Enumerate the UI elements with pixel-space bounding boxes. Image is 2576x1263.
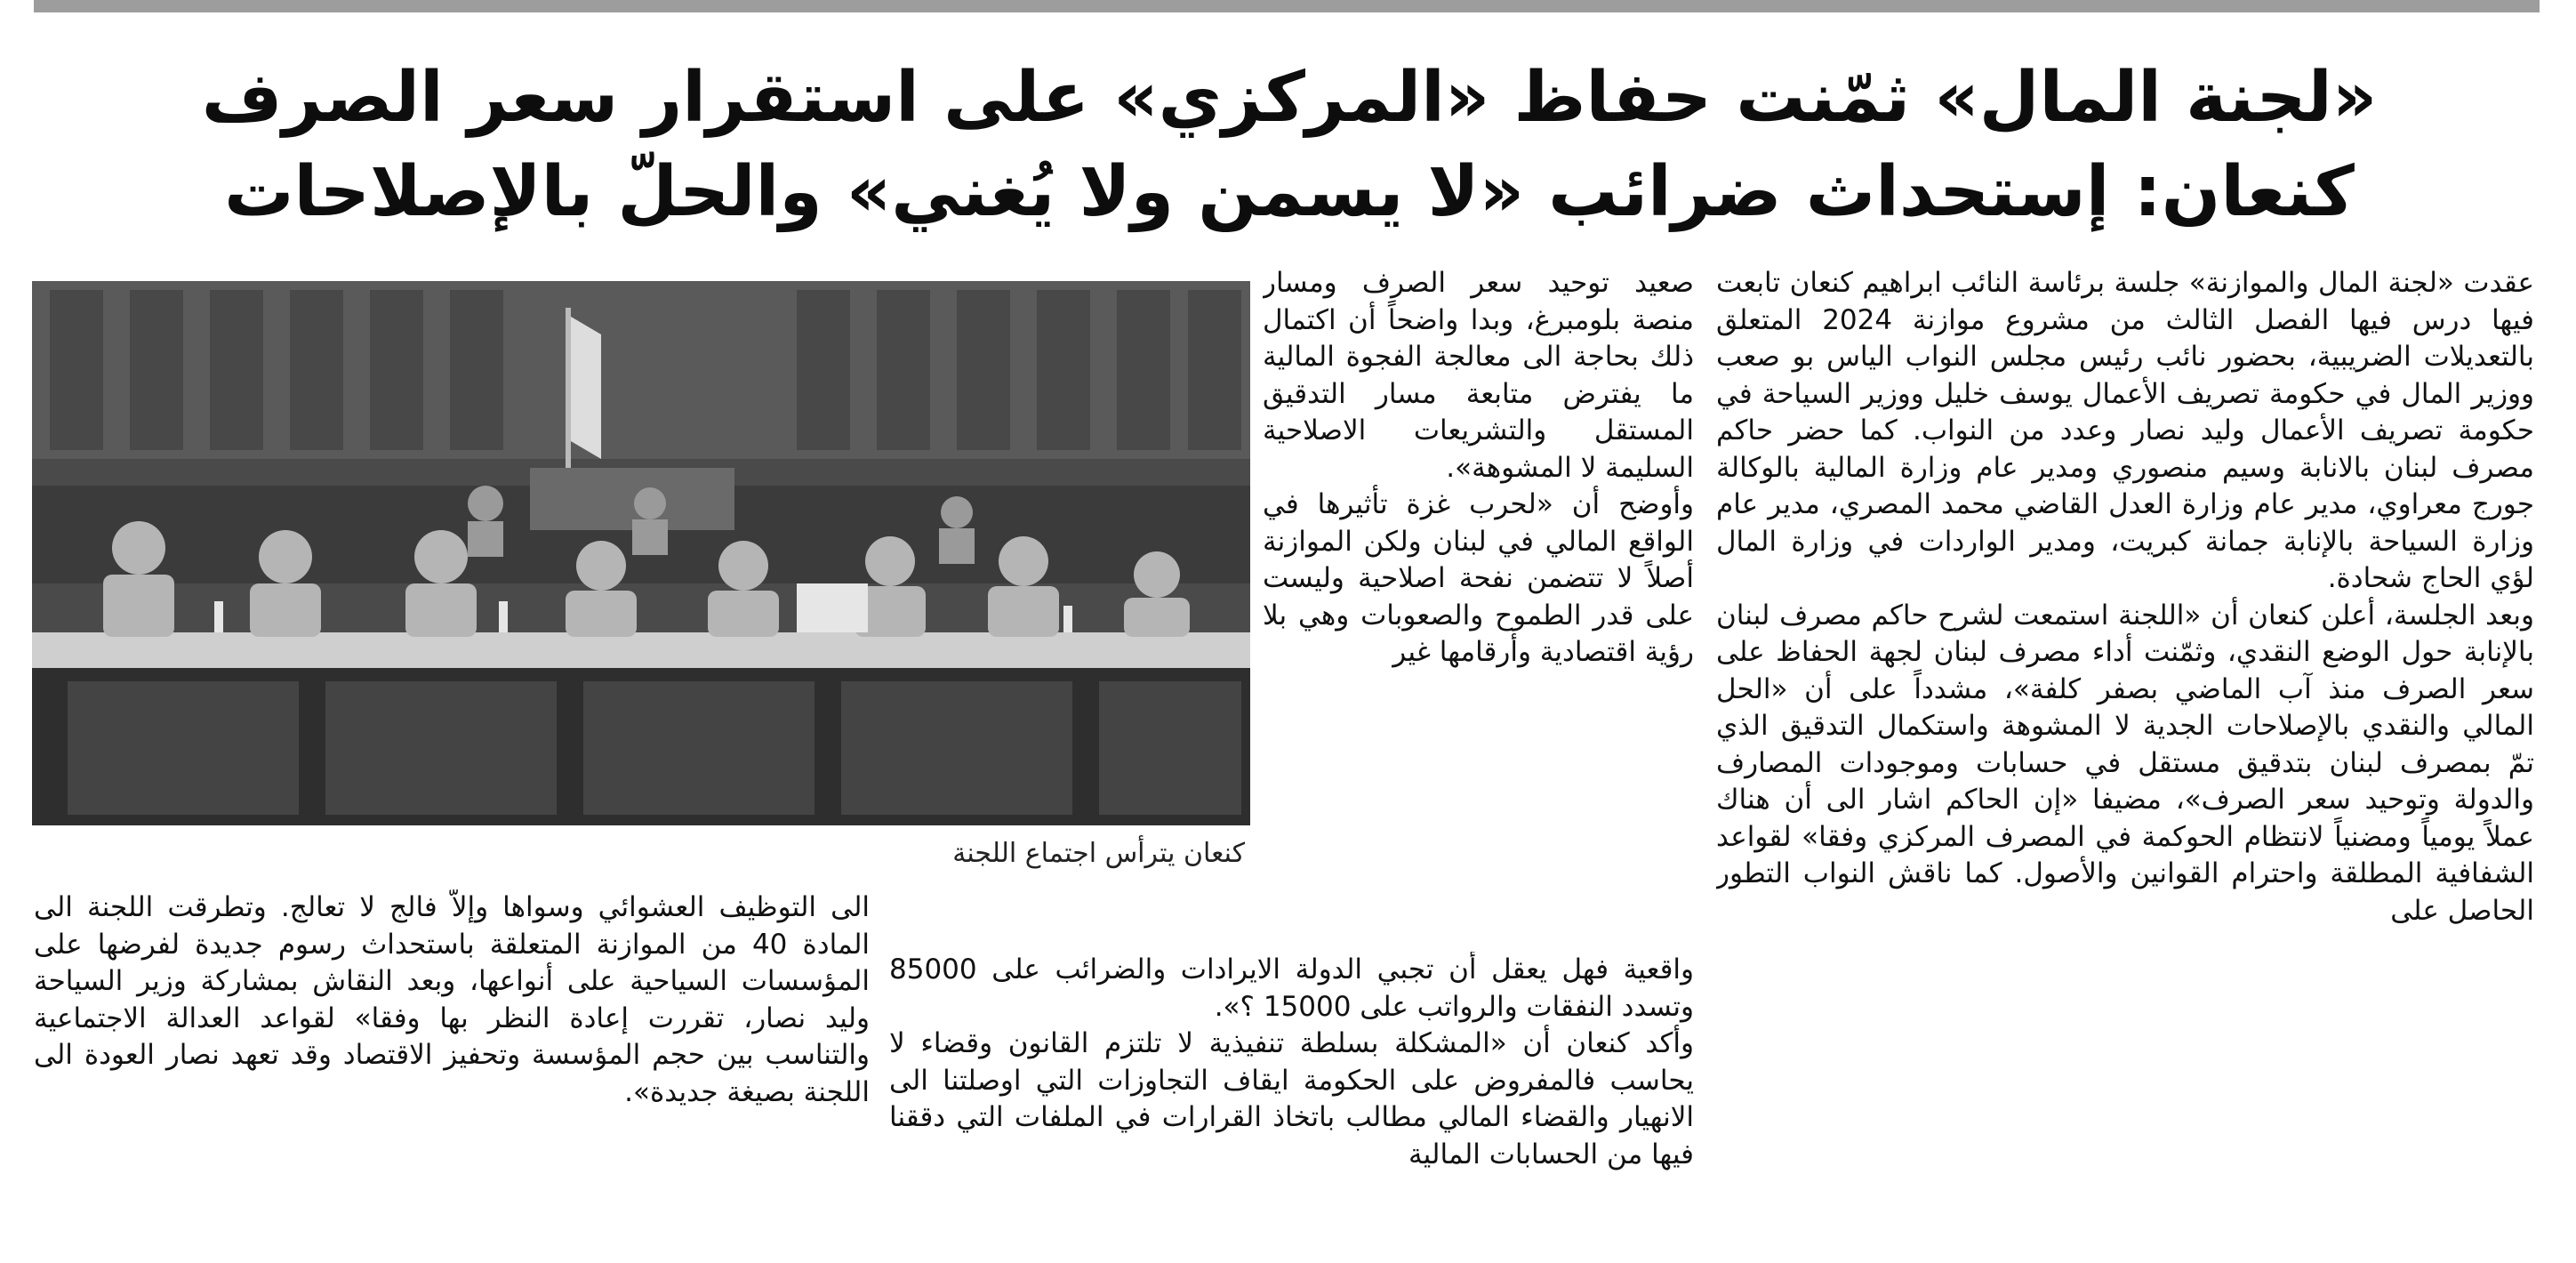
paragraph: واقعية فهل يعقل أن تجبي الدولة الايرادات والضرائب على 85000 وتسدد النفقات والرواتب على 15000 ؟».	[889, 953, 1694, 1023]
photo-caption: كنعان يترأس اجتماع اللجنة	[952, 838, 1245, 869]
paragraph: صعيد توحيد سعر الصرف ومسار منصة بلومبرغ، وبدا واضحاً أن اكتمال ذلك بحاجة الى معالجة الفجوة المالية ما يفترض متابعة مسار التدقيق المستقل والتشريعات الاصلاحية السليمة لا المشوهة».	[1263, 267, 1694, 484]
article-column-right	[1716, 265, 2534, 1251]
headline-line-1: «لجنة المال» ثمّنت حفاظ «المركزي» على استقرار سعر الصرف	[201, 58, 2378, 138]
paragraph: وأكد كنعان أن «المشكلة بسلطة تنفيذية لا تلتزم القانون وقضاء لا يحاسب فالمفروض على الحكومة ايقاف التجاوزات التي اوصلتنا الى الانهيار والقضاء المالي مطالب باتخاذ القرارات في الملفات التي دققنا فيها من الحسابات المالية	[889, 1027, 1694, 1170]
committee-meeting-photo	[32, 281, 1250, 825]
article-column-lower-left	[34, 889, 870, 1254]
paragraph: وأوضح أن «لحرب غزة تأثيرها في الواقع المالي في لبنان ولكن الموازنة أصلاً لا تتضمن نفحة اصلاحية وليست على قدر الطموح والصعوبات وهي بلا رؤية اقتصادية وأرقامها غير	[1263, 488, 1694, 668]
meeting-photo-illustration	[32, 281, 1250, 825]
article-column-middle	[1263, 265, 1694, 941]
paragraph: الى التوظيف العشوائي وسواها وإلاّ فالج لا تعالج. وتطرقت اللجنة الى المادة 40 من الموازنة المتعلقة باستحداث رسوم جديدة لفرضها على المؤسسات السياحية على أنواعها، وبعد النقاش بمشاركة وزير السياحة وليد نصار، تقررت إعادة النظر بها وفقا» لقواعد العدالة الاجتماعية والتناسب بين حجم المؤسسة وتحفيز الاقتصاد وقد تعهد نصار العودة الى اللجنة بصيغة جديدة».	[34, 891, 870, 1108]
article-column-lower-middle	[889, 952, 1694, 1254]
paragraph: عقدت «لجنة المال والموازنة» جلسة برئاسة النائب ابراهيم كنعان تابعت فيها درس فيها الفصل الثالث من مشروع موازنة 2024 المتعلق بالتعديلات الضريبية، بحضور نائب رئيس مجلس النواب الياس بو صعب ووزير المال في حكومة تصريف الأعمال يوسف خليل ووزير السياحة في حكومة تصريف الأعمال وليد نصار وعدد من النواب. كما حضر حاكم مصرف لبنان بالانابة وسيم منصوري ومدير عام وزارة المالية بالوكالة جورج معراوي، مدير عام وزارة العدل القاضي محمد المصري، مدير عام وزارة السياحة بالإنابة جمانة كبريت، ومدير الواردات في وزارة المال لؤي الحاج شحادة.	[1716, 267, 2534, 594]
headline-line-2: كنعان: إستحداث ضرائب «لا يسمن ولا يُغني» والحلّ بالإصلاحات	[224, 152, 2355, 232]
paragraph: وبعد الجلسة، أعلن كنعان أن «اللجنة استمعت لشرح حاكم مصرف لبنان بالإنابة حول الوضع النقدي، وثمّنت أداء مصرف لبنان لجهة الحفاظ على سعر الصرف منذ آب الماضي بصفر كلفة»، مشدداً على أن «الحل المالي والنقدي بالإصلاحات الجدية لا المشوهة واستكمال التدقيق الذي تمّ بمصرف لبنان بتدقيق مستقل في حسابات وموجودات المصارف والدولة وتوحيد سعر الصرف»، مضيفا «إن الحاكم اشار الى أن هناك عملاً يومياً ومضنياً لانتظام الحوكمة في المصرف المركزي وفقا» لقواعد الشفافية المطلقة واحترام القوانين والأصول. كما ناقش النواب التطور الحاصل على	[1716, 599, 2534, 927]
top-rule	[34, 0, 2540, 12]
